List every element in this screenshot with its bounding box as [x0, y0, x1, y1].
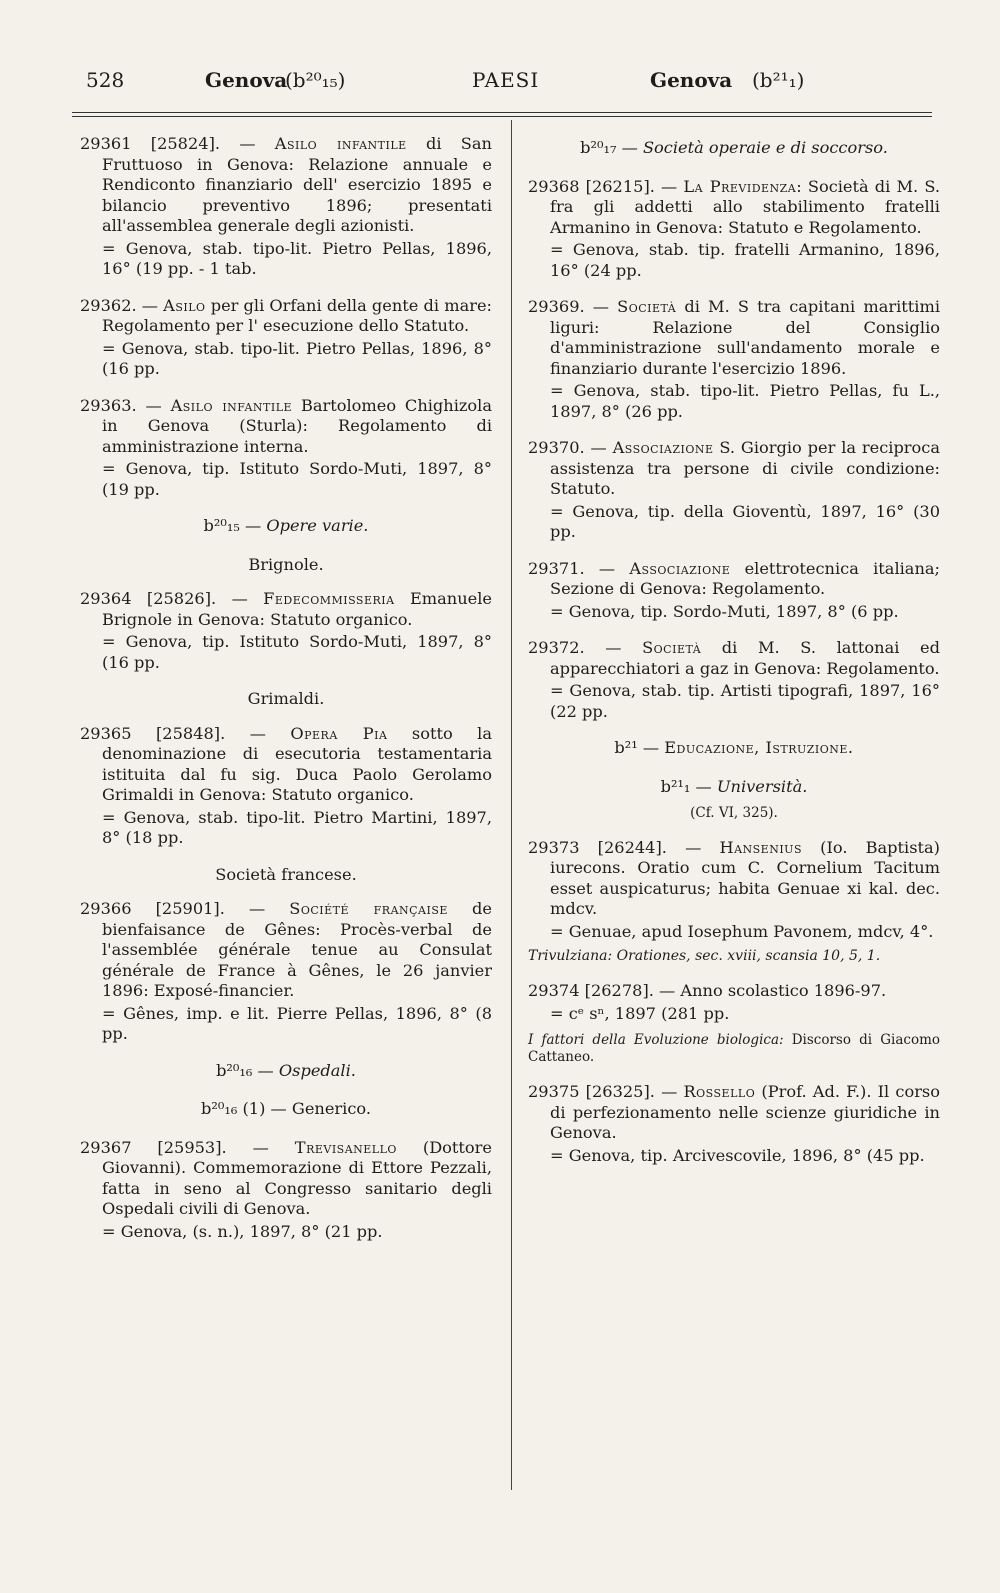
entry-heading: Associazione: [612, 438, 714, 457]
entry-text: (Prof. Ad. F.). Il corso di perfezionamento nelle scienze giuridiche in Genova.: [550, 1082, 940, 1142]
entry-imprint: = Genova, (s. n.), 1897, 8° (21 pp.: [102, 1221, 383, 1241]
entry-text: sotto la denominazione di esecutoria testamentaria istituita dal fu sig. Duca Paolo Gerolamo Grimaldi in Genova: Statuto organico.: [102, 723, 492, 804]
section-heading-universita: [528, 777, 940, 798]
right-column: [528, 134, 940, 1182]
entry-number: 29374 [26278]. —: [528, 981, 676, 1000]
section-code: b²¹₁ —: [660, 776, 712, 796]
entry-29362: 29362. — Asilo per gli Orfani della gente di mare: Regolamento per l' esecuzione dello Statuto. = Genova, stab. tipo-lit. Pietro Pellas, 1896, 8° (16 pp.: [80, 295, 492, 378]
entry-note: [528, 1032, 940, 1066]
section-title: Ospedali.: [278, 1060, 356, 1080]
entry-text: de bienfaisance de Gênes: Procès-verbal de l'assemblée générale tenue au Consulat générale de France à Gênes, le 26 janvier 1896: Exposé-financier.: [102, 899, 492, 1000]
entry-29366: 29366 [25901]. — Société française de bienfaisance de Gênes: Procès-verbal de l'assemblée générale tenue au Consulat générale de France à Gênes, le 26 janvier 1896: Exposé-financier. = Gênes, imp. e lit. Pierre Pellas, 1896, 8° (8 pp.: [80, 899, 492, 1043]
entry-number: 29370.: [528, 438, 585, 457]
entry-text: Bartolomeo Chighizola in Genova (Sturla): Regolamento di amministrazione interna.: [102, 395, 492, 456]
entry-imprint: = Genova, stab. tipo-lit. Pietro Pellas, fu L., 1897, 8° (26 pp.: [550, 381, 940, 421]
entry-heading: Rossello: [683, 1082, 756, 1101]
header-right-title: Genova: [650, 68, 733, 92]
subheading-brignole: Brignole.: [248, 554, 324, 574]
section-title: Opere varie.: [266, 516, 369, 535]
section-heading-societa-operaie: [528, 138, 940, 159]
entry-imprint: = Genova, tip. Sordo-Muti, 1897, 8° (6 pp.: [550, 601, 899, 621]
entry-text: (Dottore Giovanni). Commemorazione di Ettore Pezzali, fatta in seno al Congresso sanitario degli Ospedali civili di Genova.: [102, 1137, 492, 1218]
entry-heading: Società: [617, 297, 677, 316]
section-heading-ospedali: [80, 1061, 492, 1082]
entry-imprint: = cᵉ sⁿ, 1897 (281 pp.: [550, 1003, 730, 1023]
entry-number: 29361 [25824].: [80, 134, 221, 153]
section-code: b²⁰₁₅ —: [203, 516, 262, 535]
entry-heading: Hansenius: [719, 837, 802, 857]
entry-text: (Io. Baptista) iurecons. Oratio cum C. Cornelium Tacitum esset auspicaturus; habita Genuae xi kal. dec. mdcv.: [550, 837, 940, 918]
entry-heading: Asilo: [163, 295, 206, 315]
entry-heading: Société française: [289, 899, 448, 918]
section-code: b²⁰₁₆ (1) —: [201, 1099, 287, 1118]
entry-29364: 29364 [25826]. — Fedecommisseria Emanuele Brignole in Genova: Statuto organico. = Genova, tip. Istituto Sordo-Muti, 1897, 8° (16 pp.: [80, 589, 492, 672]
entry-heading: Asilo infantile: [274, 134, 407, 153]
entry-number: 29368 [26215].: [528, 176, 655, 196]
entry-29361: 29361 [25824]. — Asilo infantile di San Fruttuoso in Genova: Relazione annuale e Rendiconto finanziario dell' esercizio 1895 e bilancio preventivo 1896; presentati all'assemblea generale degli azionisti. = Genova, stab. tipo-lit. Pietro Pellas, 1896, 16° (19 pp. - 1 tab.: [80, 134, 492, 278]
entry-29368: 29368 [26215]. — La Previdenza: Società di M. S. fra gli addetti allo stabilimento fratelli Armanino in Genova: Statuto e Regolamento. = Genova, stab. tip. fratelli Armanino, 1896, 16° (24 pp.: [528, 176, 940, 280]
section-heading-opere-varie: [80, 516, 492, 537]
page-number: 528: [86, 68, 125, 92]
entry-29370: 29370. — Associazione S. Giorgio per la reciproca assistenza tra persone di civile condizione: Statuto. = Genova, tip. della Gioventù, 1897, 16° (30 pp.: [528, 438, 941, 541]
section-title: Generico.: [291, 1099, 371, 1118]
entry-29372: 29372. — Società di M. S. lattonai ed apparecchiatori a gaz in Genova: Regolamento. = Genova, stab. tip. Artisti tipografi, 1897, 16° (22 pp.: [528, 638, 940, 721]
section-code: b²⁰₁₆ —: [216, 1060, 274, 1080]
entry-note-rest: Discorso di Giacomo Cattaneo.: [528, 1032, 941, 1065]
entry-number: 29363.: [80, 395, 137, 415]
entry-imprint: = Genova, stab. tip. fratelli Armanino, 1896, 16° (24 pp.: [550, 240, 940, 280]
entry-29375: [528, 1082, 940, 1166]
entry-text: : Società di M. S. fra gli addetti allo stabilimento fratelli Armanino in Genova: Statuto e Regolamento.: [550, 176, 940, 237]
entry-heading: Opera Pia: [290, 723, 388, 743]
section-title: Educazione, Istruzione.: [664, 738, 854, 757]
entry-number: 29372.: [528, 638, 585, 657]
header-rule-top: [72, 112, 932, 113]
entry-location: Trivulziana: Orationes, sec. xviii, scansia 10, 5, 1.: [528, 948, 881, 964]
entry-text: Emanuele Brignole in Genova: Statuto organico.: [102, 589, 492, 629]
section-code: b²¹ —: [614, 738, 660, 757]
section-title: Società operaie e di soccorso.: [642, 138, 888, 157]
entry-number: 29371.: [528, 558, 585, 578]
entry-text: elettrotecnica italiana; Sezione di Genova: Regolamento.: [550, 558, 940, 598]
entry-note-italic: I fattori della Evoluzione biologica:: [528, 1032, 784, 1048]
entry-text: di M. S tra capitani marittimi liguri: Relazione del Consiglio d'amministrazione sull'andamento morale e finanziario durante l'esercizio 1896.: [550, 297, 940, 378]
entry-imprint: = Gênes, imp. e lit. Pierre Pellas, 1896, 8° (8 pp.: [102, 1003, 492, 1043]
entry-29374: [528, 981, 940, 1066]
entry-imprint: = Genova, stab. tipo-lit. Pietro Martini, 1897, 8° (18 pp.: [102, 807, 492, 847]
entry-text: Anno scolastico 1896-97.: [680, 981, 887, 1000]
entry-number: 29366 [25901].: [80, 899, 225, 918]
entry-imprint: = Genova, tip. Istituto Sordo-Muti, 1897, 8° (19 pp.: [102, 459, 492, 499]
entry-number: 29365 [25848].: [80, 723, 226, 743]
section-code: b²⁰₁₇ —: [580, 138, 638, 157]
entry-heading: Asilo infantile: [170, 395, 293, 415]
header-rule-bottom: [72, 116, 932, 117]
header-left-title: Genova: [205, 68, 288, 92]
entry-29365: 29365 [25848]. — Opera Pia sotto la denominazione di esecutoria testamentaria istituita dal fu sig. Duca Paolo Gerolamo Grimaldi in Genova: Statuto organico. = Genova, stab. tipo-lit. Pietro Martini, 1897, 8° (18 pp.: [80, 723, 492, 847]
entry-29363: 29363. — Asilo infantile Bartolomeo Chighizola in Genova (Sturla): Regolamento di amministrazione interna. = Genova, tip. Istituto Sordo-Muti, 1897, 8° (19 pp.: [80, 395, 492, 499]
section-title: Università.: [716, 776, 808, 796]
header-right-code: (b²¹₁): [752, 68, 805, 92]
entry-imprint: = Genova, stab. tipo-lit. Pietro Pellas, 1896, 8° (16 pp.: [102, 338, 492, 378]
entry-imprint: = Genuae, apud Iosephum Pavonem, mdcv, 4°.: [550, 921, 934, 941]
entry-number: 29373 [26244]. —: [528, 837, 702, 857]
running-header: [80, 62, 930, 102]
entry-text: di M. S. lattonai ed apparecchiatori a gaz in Genova: Regolamento.: [550, 638, 940, 678]
entry-number: 29364 [25826].: [80, 589, 217, 608]
entry-imprint: = Genova, stab. tip. Artisti tipografi, 1897, 16° (22 pp.: [550, 681, 940, 721]
entry-number: 29367 [25953].: [80, 1137, 227, 1157]
entry-heading: Società: [642, 638, 702, 657]
entry-imprint: = Genova, tip. della Gioventù, 1897, 16° (30 pp.: [550, 501, 940, 541]
entry-heading: Associazione: [629, 558, 731, 578]
entry-imprint: = Genova, stab. tipo-lit. Pietro Pellas, 1896, 16° (19 pp. - 1 tab.: [102, 238, 492, 278]
column-divider: [511, 120, 512, 1490]
entry-heading: Fedecommisseria: [263, 589, 395, 608]
entry-imprint: = Genova, tip. Arcivescovile, 1896, 8° (45 pp.: [550, 1145, 925, 1165]
section-heading-educazione: [528, 738, 940, 759]
entry-text: di San Fruttuoso in Genova: Relazione annuale e Rendiconto finanziario dell' esercizio 1895 e bilancio preventivo 1896; presentati all'assemblea generale degli azionisti.: [102, 134, 492, 235]
left-column: [80, 134, 492, 1258]
entry-imprint: = Genova, tip. Istituto Sordo-Muti, 1897, 8° (16 pp.: [102, 632, 492, 672]
subheading-societa-francese: Società francese.: [215, 864, 357, 884]
entry-number: 29375 [26325]. —: [528, 1082, 678, 1101]
entry-29371: 29371. — Associazione elettrotecnica italiana; Sezione di Genova: Regolamento. = Genova, tip. Sordo-Muti, 1897, 8° (6 pp.: [528, 558, 940, 621]
header-left-code: (b²⁰₁₅): [285, 68, 346, 92]
subheading-grimaldi: Grimaldi.: [247, 689, 325, 708]
section-heading-generico: [80, 1099, 492, 1120]
entry-29373: [528, 838, 940, 966]
entry-29369: 29369. — Società di M. S tra capitani marittimi liguri: Relazione del Consiglio d'amministrazione sull'andamento morale e finanziario durante l'esercizio 1896. = Genova, stab. tipo-lit. Pietro Pellas, fu L., 1897, 8° (26 pp.: [528, 297, 940, 421]
entry-heading: La Previdenza: [683, 176, 797, 196]
entry-text: per gli Orfani della gente di mare: Regolamento per l' esecuzione dello Statuto.: [102, 295, 492, 335]
entry-text: S. Giorgio per la reciproca assistenza tra persone di civile condizione: Statuto.: [550, 438, 941, 498]
entry-29367: 29367 [25953]. — Trevisanello (Dottore Giovanni). Commemorazione di Ettore Pezzali, fatta in seno al Congresso sanitario degli Ospedali civili di Genova. = Genova, (s. n.), 1897, 8° (21 pp.: [80, 1137, 492, 1241]
entry-number: 29362.: [80, 295, 137, 315]
header-center: PAESI: [472, 68, 540, 92]
entry-number: 29369.: [528, 297, 585, 316]
cross-reference-note: (Cf. VI, 325).: [690, 805, 778, 821]
entry-heading: Trevisanello: [294, 1137, 397, 1157]
